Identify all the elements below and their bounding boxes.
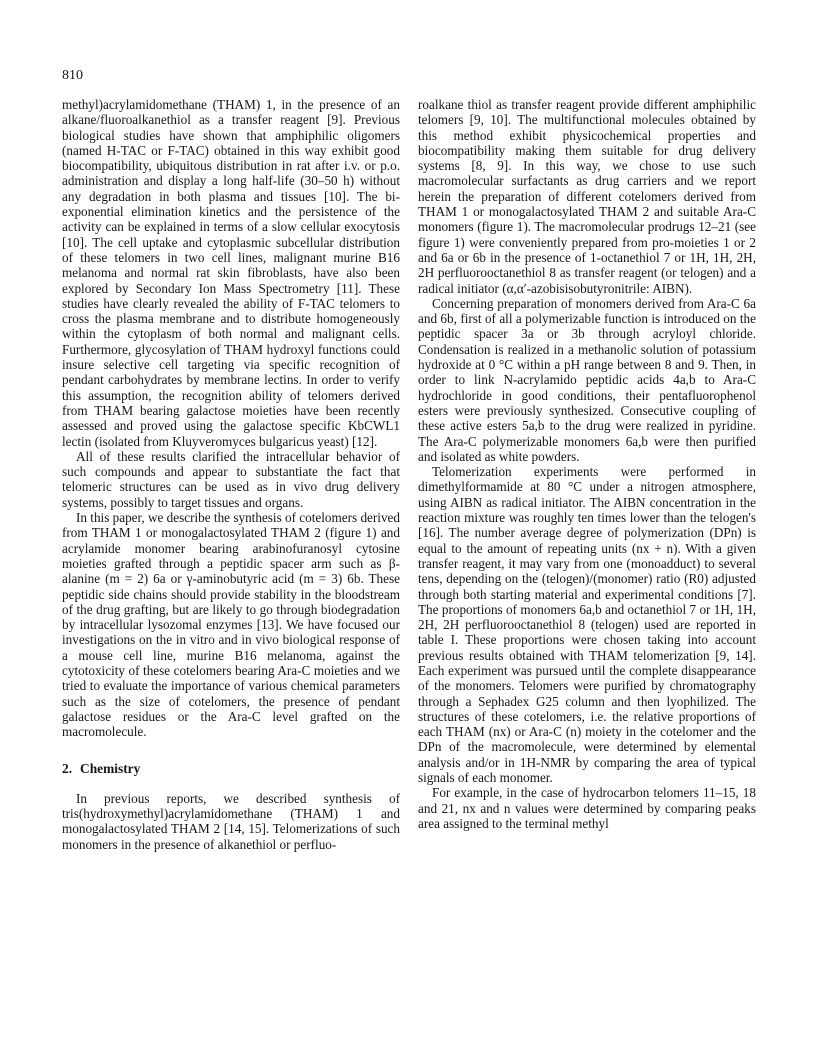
paragraph: methyl)acrylamidomethane (THAM) 1, in the presence of an alkane/fluoroalkanethiol as a transfer reagent [9]. Previous biological studies have shown that amphiphilic oligomers (named H-TAC or F-TAC) obtained in this way exhibit good biocompatibility, ubiquitous distribution in rat after i.v. or p.o. administration and display a long half-life (30–50 h) without any degradation in both plasma and tissues [10]. The bi-exponential elimination kinetics and the persistence of the activity can be explained in terms of a slow cellular exocytosis [10]. The cell uptake and cytoplasmic subcellular distribution of these telomers in two cell lines, malignant murine B16 melanoma and normal rat skin fibroblasts, have also been explored by Secondary Ion Mass Spectrometry [11]. These studies have clearly revealed the ability of F-TAC telomers to cross the plasma membrane and to distribute homogeneously within the cytoplasm of both normal and malignant cells. Furthermore, glycosylation of THAM hydroxyl functions could insure selective cell targeting via specific recognition of pendant carbohydrates by membrane lectins. In order to verify this assumption, the recognition ability of telomers derived from THAM bearing galactose moieties have been recently assessed and proved using the galactose specific KbCWL1 lectin (isolated from Kluyveromyces bulgaricus yeast) [12].	[62, 97, 400, 449]
section-number: 2.	[62, 761, 73, 777]
page-number: 810	[62, 68, 83, 83]
section-heading	[62, 761, 400, 776]
left-column	[62, 97, 400, 852]
paragraph: Telomerization experiments were performed in dimethylformamide at 80 °C under a nitrogen atmosphere, using AIBN as radical initiator. The AIBN concentration in the reaction mixture was roughly ten times lower than the telogen's [16]. The number average degree of polymerization (DPn) is equal to the amount of repeating units (nx + n). With a given transfer reagent, it may vary from one (monoadduct) to several tens, depending on the (telogen)/(monomer) ratio (R0) adjusted through both starting material and experimental conditions [7]. The proportions of monomers 6a,b and octanethiol 7 or 1H, 1H, 2H, 2H perfluorooctanethiol 8 (telogen) used are reported in table I. These proportions were chosen taking into account previous results obtained with THAM telomerization [9, 14]. Each experiment was pursued until the complete disappearance of the monomers. Telomers were purified by chromatography through a Sephadex G25 column and then lyophilized. The structures of these cotelomers, i.e. the relative proportions of each THAM (nx) or Ara-C (n) moiety in the cotelomer and the DPn of the macromolecule, were determined by elemental analysis and/or in 1H-NMR by comparing the area of typical signals of each monomer.	[418, 464, 756, 786]
paragraph: Concerning preparation of monomers derived from Ara-C 6a and 6b, first of all a polymerizable function is introduced on the peptidic spacer 3a or 3b through acryloyl chloride. Condensation is realized in a methanolic solution of potassium hydroxide at 0 °C within a pH range between 8 and 9. Then, in order to link N-acrylamido peptidic acids 4a,b to Ara-C hydrochloride in good conditions, their pentafluorophenol esters were previously synthesized. Consecutive coupling of these active esters 5a,b to the drug were realized in pyridine. The Ara-C polymerizable monomers 6a,b were then purified and isolated as white powders.	[418, 295, 756, 464]
right-column	[418, 97, 756, 831]
paragraph: roalkane thiol as transfer reagent provide different amphiphilic telomers [9, 10]. The multifunctional molecules obtained by this method exhibit physicochemical properties and biocompatibility making them suitable for drug delivery systems [8, 9]. In this way, we chose to use such macromolecular surfactants as drug carriers and we report herein the preparation of different cotelomers derived from THAM 1 or monogalactosylated THAM 2 and suitable Ara-C monomers (figure 1). The macromolecular prodrugs 12–21 (see figure 1) were conveniently prepared from pro-moieties 1 or 2 and 6a or 6b in the presence of 1-octanethiol 7 or 1H, 1H, 2H, 2H perfluorooctanethiol 8 as transfer reagent (or telogen) and a radical initiator (α,α′-azobisisobutyronitrile: AIBN).	[418, 97, 756, 296]
paragraph: All of these results clarified the intracellular behavior of such compounds and appear to substantiate the fact that telomeric structures can be used as in vivo drug delivery systems, possibly to target tissues and organs.	[62, 448, 400, 510]
paragraph: For example, in the case of hydrocarbon telomers 11–15, 18 and 21, nx and n values were determined by comparing peaks area assigned to the terminal methyl	[418, 785, 756, 831]
section-title: Chemistry	[80, 761, 141, 777]
paragraph: In this paper, we describe the synthesis of cotelomers derived from THAM 1 or monogalactosylated THAM 2 (figure 1) and acrylamide monomer bearing arabinofuranosyl cytosine moieties grafted through a peptidic spacer arm such as β-alanine (m = 2) 6a or γ-aminobutyric acid (m = 3) 6b. These peptidic side chains should provide stability in the bloodstream of the drug grafting, but are likely to go through biodegradation by intracellular lysozomal enzymes [13]. We have focused our investigations on the in vitro and in vivo biological response of a mouse cell line, murine B16 melanoma, against the cytotoxicity of these cotelomers bearing Ara-C moieties and we tried to evaluate the importance of various chemical parameters such as the size of cotelomers, the presence of pendant galactose residues or the Ara-C level grafted on the macromolecule.	[62, 510, 400, 740]
paragraph: In previous reports, we described synthesis of tris(hydroxymethyl)acrylamidomethane (THAM) 1 and monogalactosylated THAM 2 [14, 15]. Telomerizations of such monomers in the presence of alkanethiol or perfluo-	[62, 790, 400, 852]
